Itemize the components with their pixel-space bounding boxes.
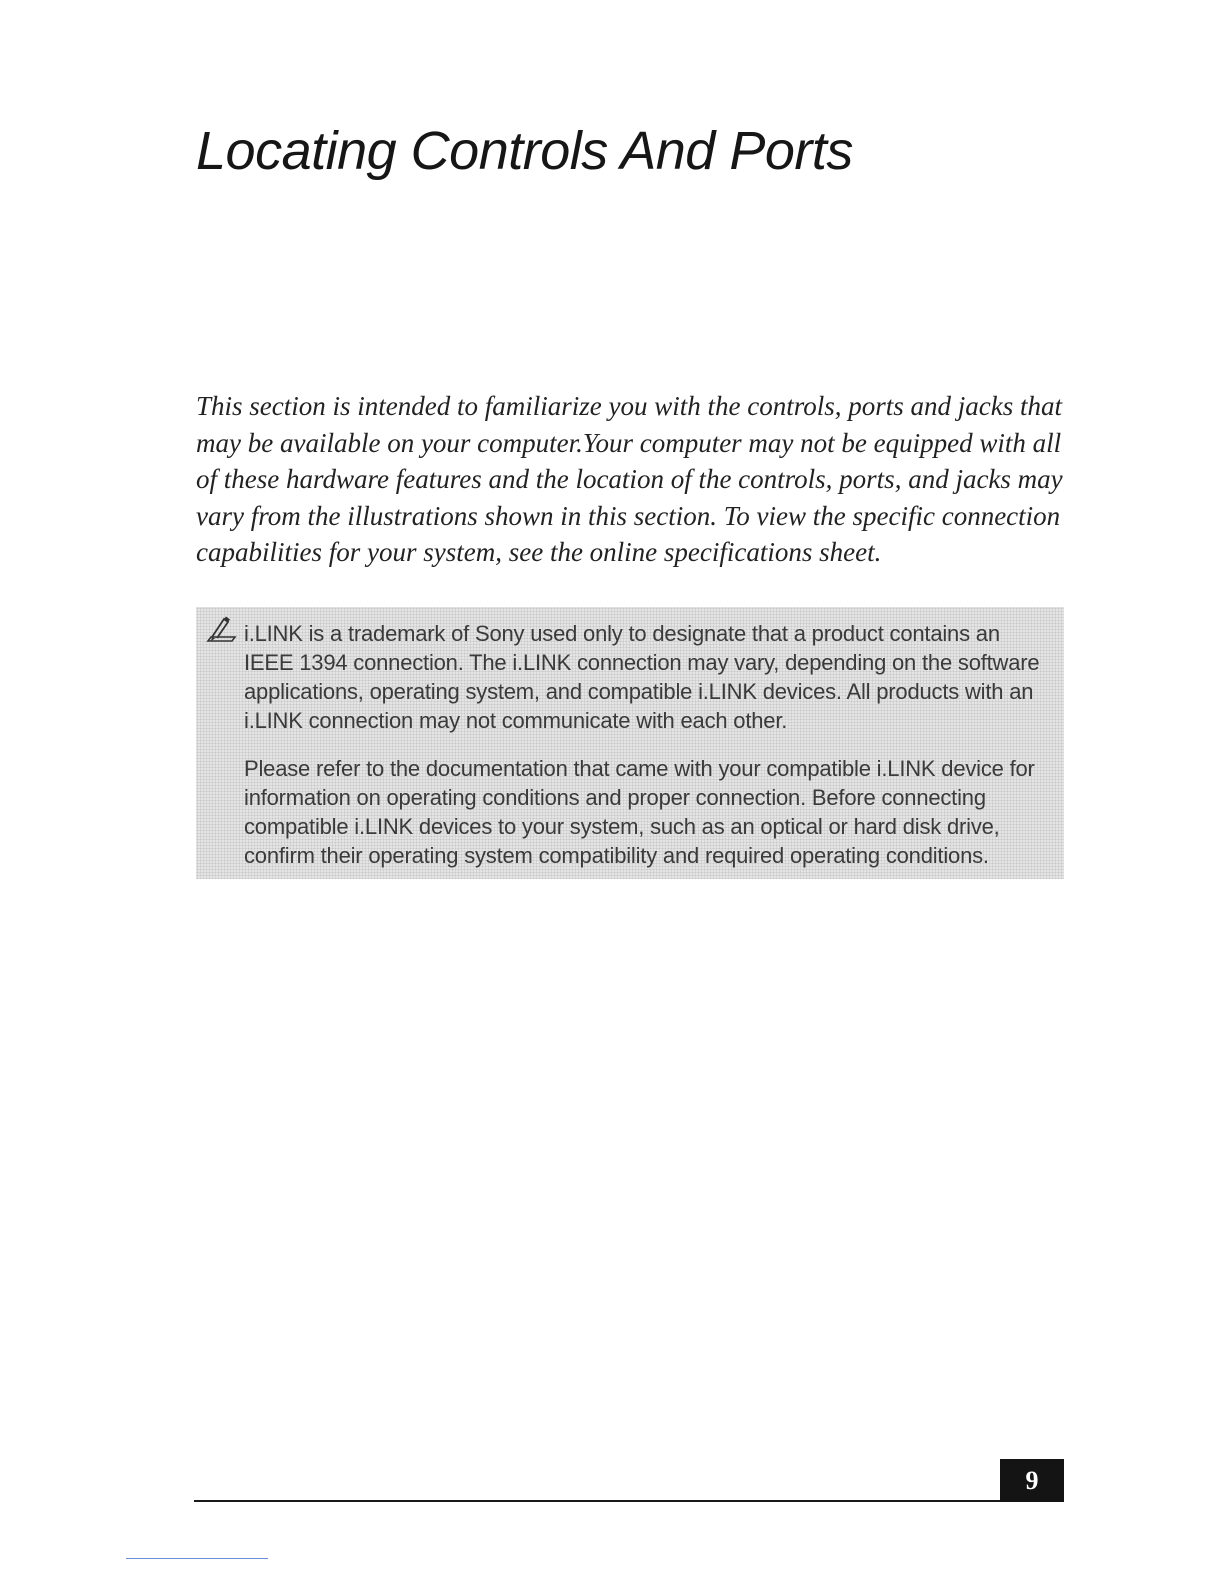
note-box bbox=[196, 607, 1064, 879]
scan-mark-line bbox=[126, 1558, 268, 1559]
footer-rule bbox=[194, 1500, 1064, 1502]
note-paragraph-2: Please refer to the documentation that came with your compatible i.LINK device for information on operating conditions and proper connection. Before connecting compatible i.LINK devices to your system, such as an optical or hard disk drive, confirm their operating system compatibility and required operating conditions. bbox=[244, 756, 1035, 868]
page-title: Locating Controls And Ports bbox=[196, 121, 853, 181]
page-number: 9 bbox=[1000, 1459, 1064, 1502]
intro-paragraph: This section is intended to familiarize you with the controls, ports and jacks that may be available on your computer.Your computer may not be equipped with all of these hardware features and the location of the controls, ports, and jacks may vary from the illustrations shown in this section. To view the specific connection capabilities for your system, see the online specifications sheet. bbox=[196, 391, 1063, 567]
pencil-note-icon bbox=[204, 615, 240, 645]
note-paragraph-1: i.LINK is a trademark of Sony used only to designate that a product contains an IEEE 1394 connection. The i.LINK connection may vary, depending on the software applications, operating system, and compatible i.LINK devices. All products with an i.LINK connection may not communicate with each other. bbox=[244, 621, 1040, 733]
